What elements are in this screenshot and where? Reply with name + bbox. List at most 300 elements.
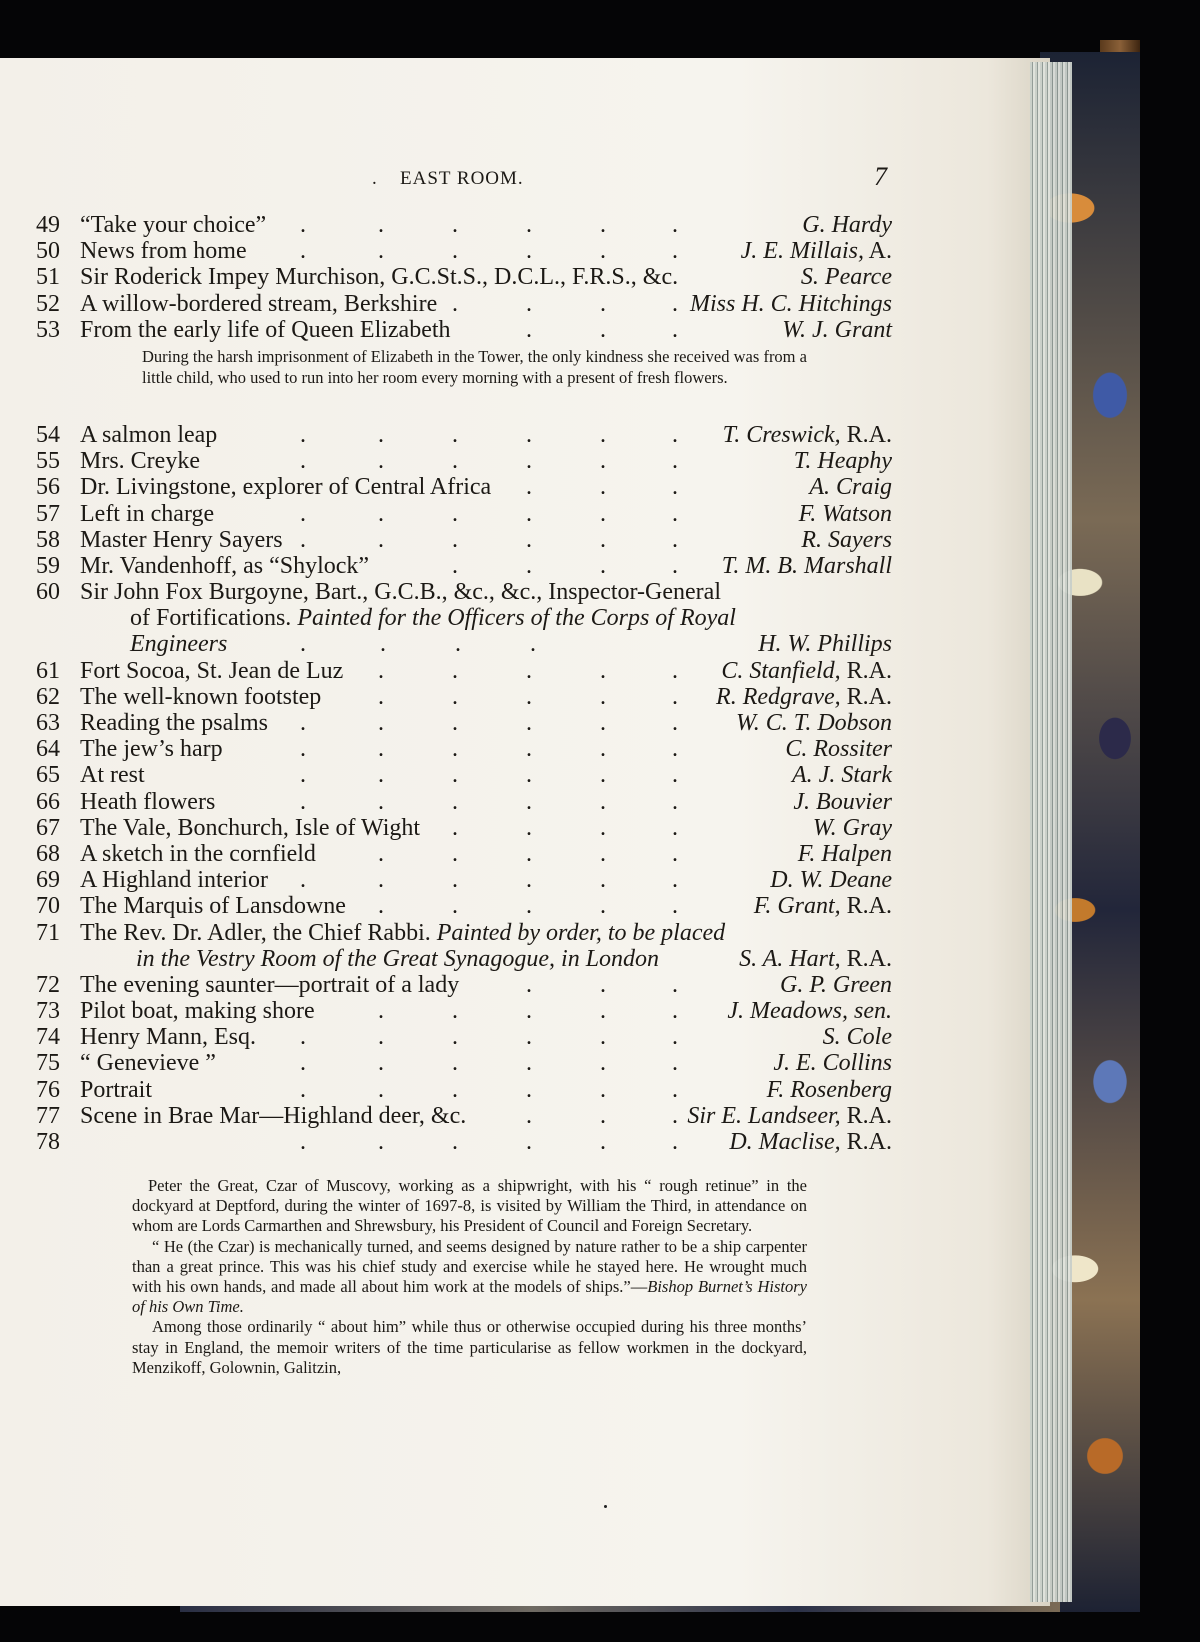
- leader-dot: .: [526, 1102, 532, 1129]
- entry-artist-block: [687, 1103, 892, 1129]
- section-title: EAST ROOM.: [400, 168, 524, 189]
- leader-dot: .: [600, 212, 606, 238]
- footnote-quote: [132, 1237, 807, 1318]
- leader-dot: .: [526, 840, 532, 867]
- leader-dot: .: [600, 526, 606, 553]
- entry-artist-block: [741, 238, 892, 264]
- entry-title: A Highland interior: [80, 867, 268, 894]
- entry-title: The jew’s harp: [80, 736, 223, 763]
- leader-dot: .: [378, 448, 384, 475]
- footnote-quote-text: “ He (the Czar) is mechanically turned, and seems designed by nature rather to be a ship carpenter than a great prince. This was his chief study and exercise while he stayed here. He wrought much with his own hands, and made all about him work at the models of ships.”—: [132, 1236, 807, 1297]
- leader-dot: .: [672, 762, 678, 789]
- leader-dot: .: [300, 1050, 306, 1077]
- leader-dot: .: [526, 1024, 532, 1051]
- entry-artist: F. Halpen: [797, 840, 892, 867]
- catalogue-entry: [0, 762, 1050, 788]
- leader-dots: .: [380, 631, 386, 658]
- catalogue-entry: [0, 1024, 1050, 1050]
- leader-dot: .: [452, 683, 458, 710]
- leader-dots: .: [300, 631, 306, 658]
- leader-dot: .: [672, 893, 678, 920]
- catalogue-entry: [0, 212, 1050, 238]
- entry-title: At rest: [80, 762, 145, 789]
- entry-title: The Marquis of Lansdowne: [80, 893, 346, 920]
- entry-artist-block: [813, 815, 892, 841]
- catalogue-entry: [0, 658, 1050, 684]
- entry-title: A willow-bordered stream, Berkshire: [80, 290, 438, 317]
- leader-dot: .: [600, 788, 606, 815]
- entry-artist-block: [723, 422, 892, 448]
- entry-number: 64: [36, 736, 60, 763]
- leader-dot: .: [672, 814, 678, 841]
- leader-dot: .: [300, 421, 306, 448]
- leader-dot: .: [378, 500, 384, 527]
- leader-dot: .: [300, 526, 306, 553]
- entry-artist: Sir E. Landseer,: [687, 1102, 841, 1129]
- entry-number: 68: [36, 840, 60, 867]
- catalogue-entry: [0, 264, 1050, 290]
- leader-dot: .: [672, 1102, 678, 1129]
- leader-dot: .: [600, 657, 606, 684]
- entry-artist-block: [722, 553, 892, 579]
- entry-71-continuation: [0, 946, 1050, 972]
- entry-title: A salmon leap: [80, 421, 218, 448]
- entry-artist: D. W. Deane: [770, 867, 892, 894]
- leader-dot: .: [378, 1076, 384, 1103]
- leader-dot: .: [452, 998, 458, 1025]
- leader-dot: .: [378, 212, 384, 238]
- leader-dot: .: [452, 1024, 458, 1051]
- entry-artist-suffix: R.A.: [840, 421, 892, 448]
- leader-dot: .: [672, 212, 678, 238]
- catalogue-entry-60: [0, 579, 1050, 605]
- catalogue-entry: [0, 238, 1050, 264]
- leader-dot: .: [526, 1129, 532, 1155]
- leader-dot: .: [600, 683, 606, 710]
- entry-title-continued: of Fortifications.: [130, 605, 292, 632]
- entry-title: Scene in Brae Mar—Highland deer, &c.: [80, 1102, 467, 1129]
- entry-number: 58: [36, 526, 60, 553]
- entry-artist: F. Grant,: [753, 893, 841, 920]
- leader-dot: .: [600, 1076, 606, 1103]
- leader-dot: .: [526, 998, 532, 1025]
- catalogue-entry: [0, 1129, 1050, 1155]
- entry-artist-block: [754, 893, 892, 919]
- entry-number: 69: [36, 867, 60, 894]
- entry-artist-suffix: A.: [863, 238, 892, 265]
- leader-dot: .: [378, 683, 384, 710]
- entry-artist: F. Watson: [798, 500, 892, 527]
- leader-dot: .: [526, 736, 532, 763]
- leader-dot: .: [672, 474, 678, 501]
- entry-number: 66: [36, 788, 60, 815]
- leader-dot: .: [600, 474, 606, 501]
- entry-artist: T. Creswick,: [722, 421, 841, 448]
- leader-dot: .: [600, 316, 606, 343]
- leader-dot: .: [378, 762, 384, 789]
- entry-artist-block: [736, 710, 892, 736]
- leader-dot: .: [672, 998, 678, 1025]
- entry-title: Fort Socoa, St. Jean de Luz: [80, 657, 344, 684]
- entry-artist-block: [793, 789, 892, 815]
- leader-dot: .: [600, 238, 606, 265]
- leader-dot: .: [378, 238, 384, 265]
- entry-number: 71: [36, 919, 60, 946]
- leader-dot: .: [378, 840, 384, 867]
- leader-dots: .: [530, 631, 536, 658]
- leader-dot: .: [300, 762, 306, 789]
- entry-title: Mrs. Creyke: [80, 448, 200, 475]
- leader-dot: .: [300, 448, 306, 475]
- entry-number: 62: [36, 683, 60, 710]
- entry-artist: D. Maclise,: [729, 1129, 841, 1155]
- entry-title: A sketch in the cornfield: [80, 840, 316, 867]
- entry-artist-suffix: R.A.: [840, 1102, 892, 1129]
- leader-dot: .: [452, 840, 458, 867]
- catalogue-entry: [0, 1050, 1050, 1076]
- leader-dot: .: [300, 1076, 306, 1103]
- leader-dot: .: [672, 526, 678, 553]
- catalogue-entry: [0, 841, 1050, 867]
- entry-title: Reading the psalms: [80, 710, 268, 736]
- entry-artist: R. Redgrave,: [716, 683, 841, 710]
- entry-title: Pilot boat, making shore: [80, 998, 315, 1025]
- entry-number: 72: [36, 971, 60, 998]
- leader-dot: .: [378, 867, 384, 894]
- entry-number: 78: [36, 1129, 60, 1155]
- entry-number: 54: [36, 421, 60, 448]
- leader-dot: .: [378, 1050, 384, 1077]
- entry-number: 50: [36, 238, 60, 265]
- catalogue-entry-71: [0, 920, 1050, 946]
- catalogue-entry: [0, 474, 1050, 500]
- leader-dot: .: [600, 710, 606, 736]
- catalogue-entry: [0, 422, 1050, 448]
- leader-dot: .: [452, 421, 458, 448]
- leader-dot: .: [300, 238, 306, 265]
- leader-dot: .: [526, 657, 532, 684]
- leader-dot: .: [300, 500, 306, 527]
- entry-artist: S. A. Hart,: [739, 945, 841, 972]
- entry-60-continuation-2: [0, 631, 1050, 657]
- entry-artist-suffix: R.A.: [840, 657, 892, 684]
- leader-dot: .: [600, 867, 606, 894]
- entry-artist-suffix: R.A.: [840, 683, 892, 710]
- leader-dot: .: [378, 1129, 384, 1155]
- entry-78-footnote: [132, 1176, 807, 1378]
- leader-dot: .: [526, 893, 532, 920]
- entry-artist-block: [716, 684, 892, 710]
- leader-dot: .: [526, 814, 532, 841]
- catalogue-entry: [0, 998, 1050, 1024]
- leader-dot: .: [452, 710, 458, 736]
- entry-artist-block: [727, 998, 892, 1024]
- entry-artist-block: [792, 762, 892, 788]
- entry-artist-suffix: R.A.: [840, 945, 892, 972]
- leader-dot: .: [526, 500, 532, 527]
- leader-dot: .: [672, 552, 678, 579]
- leader-dot: .: [672, 290, 678, 317]
- entry-artist-block: [780, 972, 892, 998]
- leader-dot: .: [600, 762, 606, 789]
- entry-title: Left in charge: [80, 500, 215, 527]
- leader-dot: .: [526, 316, 532, 343]
- leader-dot: .: [526, 552, 532, 579]
- entry-artist: G. Hardy: [802, 212, 892, 238]
- entry-artist: A. J. Stark: [792, 762, 892, 789]
- footnote-paragraph: Among those ordinarily “ about him” while thus or otherwise occupied during his three months’ stay in England, the memoir writers of the time particularise as fellow workmen in the dockyard, Menzikoff, Golownin, Galitzin,: [132, 1317, 807, 1377]
- catalogue-entry: [0, 815, 1050, 841]
- leader-dot: .: [526, 448, 532, 475]
- entry-commission-note: Painted for the Officers of the Corps of Royal: [297, 605, 736, 632]
- entry-title: “ Genevieve ”: [80, 1050, 216, 1077]
- entry-number: 74: [36, 1024, 60, 1051]
- entry-title: Henry Mann, Esq.: [80, 1024, 256, 1051]
- catalogue-entry: [0, 291, 1050, 317]
- entry-artist-block: [794, 448, 892, 474]
- entry-number: 51: [36, 264, 60, 291]
- entry-title: From the early life of Queen Elizabeth: [80, 316, 451, 343]
- leader-dot: .: [452, 238, 458, 265]
- leader-dot: .: [672, 316, 678, 343]
- entry-artist: R. Sayers: [801, 526, 892, 553]
- leader-dot: .: [452, 762, 458, 789]
- entry-artist-block: [767, 1077, 892, 1103]
- leader-dot: .: [452, 814, 458, 841]
- entry-artist: J. E. Millais,: [740, 238, 864, 265]
- entry-artist-block: [801, 527, 892, 553]
- leader-dot: .: [452, 212, 458, 238]
- leader-dot: .: [600, 998, 606, 1025]
- entry-number: 56: [36, 474, 60, 501]
- entry-artist: W. J. Grant: [782, 316, 892, 343]
- leader-dot: .: [378, 710, 384, 736]
- leader-dot: .: [600, 421, 606, 448]
- leader-dot: .: [672, 840, 678, 867]
- leader-dot: .: [452, 1050, 458, 1077]
- leader-dot: .: [526, 526, 532, 553]
- leader-dot: .: [672, 1050, 678, 1077]
- leader-dot: .: [672, 788, 678, 815]
- entry-artist-block: [801, 264, 892, 290]
- leader-dot: .: [452, 893, 458, 920]
- entry-number: 53: [36, 316, 60, 343]
- entry-artist-block: [823, 1024, 892, 1050]
- header-dot: .: [372, 168, 378, 189]
- leader-dot: .: [526, 710, 532, 736]
- leader-dot: .: [672, 238, 678, 265]
- catalogue-entry: [0, 1103, 1050, 1129]
- entry-artist: J. Bouvier: [793, 788, 892, 815]
- leader-dot: .: [452, 1129, 458, 1155]
- entry-number: 65: [36, 762, 60, 789]
- entry-title: Mr. Vandenhoff, as “Shylock”: [80, 552, 370, 579]
- catalogue-entry: [0, 684, 1050, 710]
- leader-dot: .: [300, 736, 306, 763]
- entry-53-note: During the harsh imprisonment of Elizabeth in the Tower, the only kindness she received was from a little child, who used to run into her room every morning with a present of fresh flowers.: [142, 346, 807, 387]
- entry-title: “Take your choice”: [80, 212, 267, 238]
- leader-dot: .: [526, 212, 532, 238]
- leader-dot: .: [300, 788, 306, 815]
- catalogue-entry: [0, 867, 1050, 893]
- entry-artist-block: [799, 501, 892, 527]
- entry-artist-block: [690, 291, 892, 317]
- entry-artist: J. Meadows, sen.: [727, 998, 892, 1025]
- leader-dot: .: [600, 448, 606, 475]
- entry-number: 67: [36, 814, 60, 841]
- entry-artist-suffix: R.A.: [840, 1129, 892, 1155]
- entry-number: 57: [36, 500, 60, 527]
- leader-dot: .: [378, 657, 384, 684]
- entry-title: Portrait: [80, 1076, 152, 1103]
- entry-title: The evening saunter—portrait of a lady: [80, 971, 460, 998]
- leader-dot: .: [672, 867, 678, 894]
- leader-dot: .: [452, 736, 458, 763]
- leader-dot: .: [378, 736, 384, 763]
- leader-dot: .: [600, 736, 606, 763]
- leader-dots: .: [455, 631, 461, 658]
- leader-dot: .: [378, 998, 384, 1025]
- entry-title: Dr. Livingstone, explorer of Central Africa: [80, 474, 492, 501]
- leader-dot: .: [526, 290, 532, 317]
- leader-dot: .: [600, 500, 606, 527]
- leader-dot: .: [600, 971, 606, 998]
- entry-number: 73: [36, 998, 60, 1025]
- entry-artist-block: [782, 317, 892, 343]
- catalogue-entry: [0, 710, 1050, 736]
- entry-commission-note-end: Engineers: [130, 631, 228, 658]
- entry-number: 49: [36, 212, 60, 238]
- entry-commission-note-end: in the Vestry Room of the Great Synagogue, in London: [136, 945, 660, 972]
- entry-artist: Miss H. C. Hitchings: [689, 290, 892, 317]
- leader-dot: .: [300, 1024, 306, 1051]
- leader-dot: .: [672, 683, 678, 710]
- entry-artist: H. W. Phillips: [758, 631, 892, 658]
- leader-dot: .: [600, 840, 606, 867]
- leader-dot: .: [526, 1050, 532, 1077]
- entry-title: Sir Roderick Impey Murchison, G.C.St.S., D.C.L., F.R.S., &c.: [80, 264, 679, 291]
- leader-dot: .: [452, 290, 458, 317]
- leader-dot: .: [600, 1102, 606, 1129]
- entry-number: 59: [36, 552, 60, 579]
- entry-title: The well-known footstep: [80, 683, 322, 710]
- leader-dot: .: [672, 421, 678, 448]
- catalogue-entry: [0, 893, 1050, 919]
- catalogue-entry: [0, 972, 1050, 998]
- leader-dot: .: [672, 710, 678, 736]
- leader-dot: .: [452, 657, 458, 684]
- entry-artist: F. Rosenberg: [766, 1076, 892, 1103]
- entry-artist: J. E. Collins: [773, 1050, 892, 1077]
- leader-dot: .: [378, 1024, 384, 1051]
- leader-dot: .: [672, 1076, 678, 1103]
- leader-dot: .: [672, 736, 678, 763]
- page-number: 7: [874, 162, 888, 191]
- entry-title: Master Henry Sayers: [80, 526, 283, 553]
- entry-artist-block: [729, 1129, 892, 1155]
- entry-artist-block: [798, 841, 892, 867]
- leader-dot: .: [452, 552, 458, 579]
- catalogue-entry: [0, 789, 1050, 815]
- entry-title: The Rev. Dr. Adler, the Chief Rabbi.: [80, 919, 431, 946]
- catalogue-entry: [0, 501, 1050, 527]
- entry-artist-block: [773, 1050, 892, 1076]
- entry-commission-note: Painted by order, to be placed: [436, 919, 726, 946]
- footnote-citation: Bishop Burnet’s History of his Own Time.: [132, 1277, 807, 1317]
- entry-artist: S. Cole: [822, 1024, 892, 1051]
- leader-dot: .: [672, 448, 678, 475]
- entry-number: 77: [36, 1102, 60, 1129]
- catalogue-entry: [0, 553, 1050, 579]
- leader-dot: .: [452, 448, 458, 475]
- leader-dot: .: [526, 683, 532, 710]
- leader-dot: .: [378, 788, 384, 815]
- leader-dot: .: [526, 762, 532, 789]
- leader-dot: .: [672, 971, 678, 998]
- leader-dot: .: [378, 421, 384, 448]
- leader-dot: .: [600, 290, 606, 317]
- entry-title: Sir John Fox Burgoyne, Bart., G.C.B., &c., &c., Inspector-General: [80, 579, 721, 606]
- catalogue-entry: [0, 317, 1050, 343]
- entry-artist: W. C. T. Dobson: [735, 710, 892, 736]
- catalogue-entry: [0, 448, 1050, 474]
- entry-artist: A. Craig: [809, 474, 892, 501]
- leader-dot: .: [600, 893, 606, 920]
- entry-number: 70: [36, 893, 60, 920]
- leader-dot: .: [300, 212, 306, 238]
- leader-dot: .: [526, 238, 532, 265]
- entry-title: The Vale, Bonchurch, Isle of Wight: [80, 814, 421, 841]
- leader-dot: .: [600, 814, 606, 841]
- catalogue-entry: [0, 1077, 1050, 1103]
- footnote-paragraph: Peter the Great, Czar of Muscovy, working as a shipwright, with his “ rough retinue” in the dockyard at Deptford, during the winter of 1697-8, is visited by William the Third, in attendance on whom are Lords Carmarthen and Shrewsbury, his President of Council and Foreign Secretary.: [132, 1176, 807, 1236]
- catalogue-entry: [0, 527, 1050, 553]
- entry-number: 63: [36, 710, 60, 736]
- leader-dot: .: [672, 1024, 678, 1051]
- leader-dot: .: [600, 1050, 606, 1077]
- entry-number: 75: [36, 1050, 60, 1077]
- page-mark: [604, 1505, 607, 1508]
- entry-artist: C. Rossiter: [785, 736, 892, 763]
- leader-dot: .: [672, 1129, 678, 1155]
- entry-artist: G. P. Green: [780, 971, 892, 998]
- leader-dot: .: [378, 893, 384, 920]
- entry-number: 55: [36, 448, 60, 475]
- entry-60-continuation: [0, 605, 1050, 631]
- leader-dot: .: [300, 867, 306, 894]
- leader-dot: .: [526, 788, 532, 815]
- entry-artist-block: [770, 867, 892, 893]
- entry-artist: T. M. B. Marshall: [721, 552, 892, 579]
- leader-dot: .: [300, 1129, 306, 1155]
- leader-dot: .: [378, 526, 384, 553]
- leader-dot: .: [300, 710, 306, 736]
- entry-artist: C. Stanfield,: [721, 657, 841, 684]
- leader-dot: .: [600, 1024, 606, 1051]
- entry-artist-block: [809, 474, 892, 500]
- leader-dot: .: [672, 500, 678, 527]
- entry-artist-suffix: R.A.: [840, 893, 892, 920]
- entry-number: 60: [36, 579, 60, 606]
- entry-title: News from home: [80, 238, 247, 265]
- leader-dot: .: [526, 1076, 532, 1103]
- leader-dot: .: [526, 867, 532, 894]
- entry-title: Heath flowers: [80, 788, 216, 815]
- entry-artist-block: [785, 736, 892, 762]
- catalogue-entries: [0, 212, 1050, 1155]
- entry-artist-block: [802, 212, 892, 238]
- entry-number: 61: [36, 657, 60, 684]
